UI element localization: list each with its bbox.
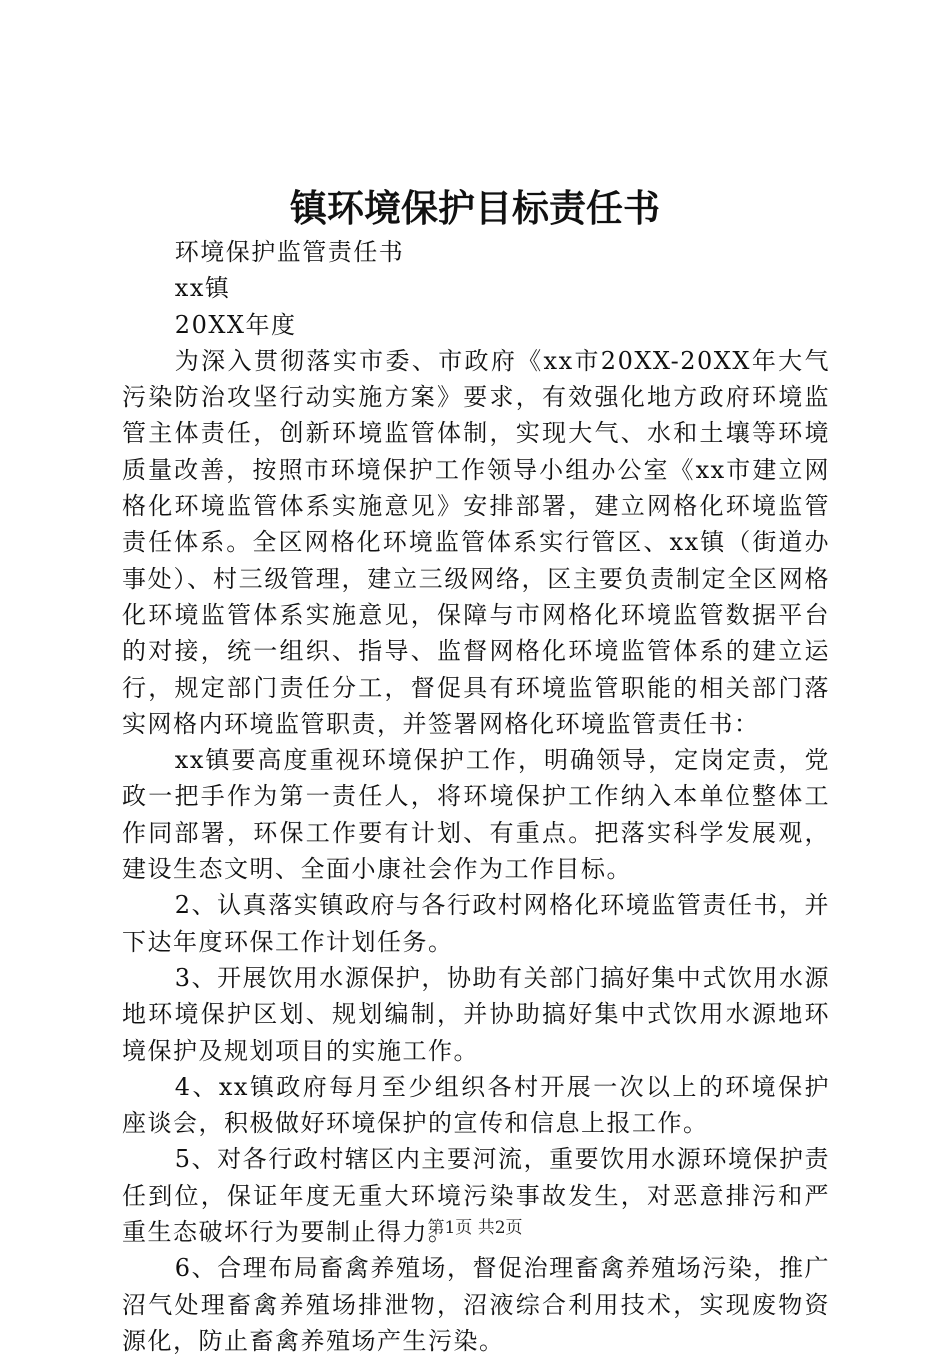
page-footer: 第1页 共2页 [427, 1218, 523, 1238]
paragraph-item-4: 4、xx镇政府每月至少组织各村开展一次以上的环境保护座谈会，积极做好环境保护的宣传和信息上报工作。 [122, 1072, 830, 1138]
paragraph-item-5: 5、对各行政村辖区内主要河流，重要饮用水源环境保护责任到位，保证年度无重大环境污染事故发生，对恶意排污和严重生态破坏行为要制止得力。 [122, 1145, 830, 1247]
paragraph-subtitle: 环境保护监管责任书 [174, 238, 405, 266]
document-body [122, 234, 830, 1359]
paragraph-intro: 为深入贯彻落实市委、市政府《xx市20XX-20XX年大气污染防治攻坚行动实施方案》要求，有效强化地方政府环境监管主体责任，创新环境监管体制，实现大气、水和土壤等环境质量改善，按照市环境保护工作领导小组办公室《xx市建立网格化环境监管体系实施意见》安排部署，建立网格化环境监管责任体系。全区网格化环境监管体系实行管区、xx镇（街道办事处）、村三级管理，建立三级网络，区主要负责制定全区网格化环境监管体系实施意见，保障与市网格化环境监管数据平台的对接，统一组织、指导、监督网格化环境监管体系的建立运行，规定部门责任分工，督促具有环境监管职能的相关部门落实网格内环境监管职责，并签署网格化环境监管责任书： [122, 346, 830, 738]
paragraph-item-3: 3、开展饮用水源保护，协助有关部门搞好集中式饮用水源地环境保护区划、规划编制，并协助搞好集中式饮用水源地环境保护及规划项目的实施工作。 [122, 963, 830, 1065]
paragraph-item-6: 6、合理布局畜禽养殖场，督促治理畜禽养殖场污染，推广沼气处理畜禽养殖场排泄物，沼液综合利用技术，实现废物资源化，防止畜禽养殖场产生污染。 [122, 1254, 830, 1355]
paragraph-item-1: xx镇要高度重视环境保护工作，明确领导，定岗定责，党政一把手作为第一责任人，将环境保护工作纳入本单位整体工作同部署，环保工作要有计划、有重点。把落实科学发展观，建设生态文明、全面小康社会作为工作目标。 [122, 746, 830, 884]
paragraph-town: xx镇 [174, 274, 231, 303]
paragraph-year: 20XX年度 [174, 310, 297, 339]
paragraph-item-2: 2、认真落实镇政府与各行政村网格化环境监管责任书，并下达年度环保工作计划任务。 [122, 891, 830, 956]
document-title: 镇环境保护目标责任书 [290, 186, 660, 230]
